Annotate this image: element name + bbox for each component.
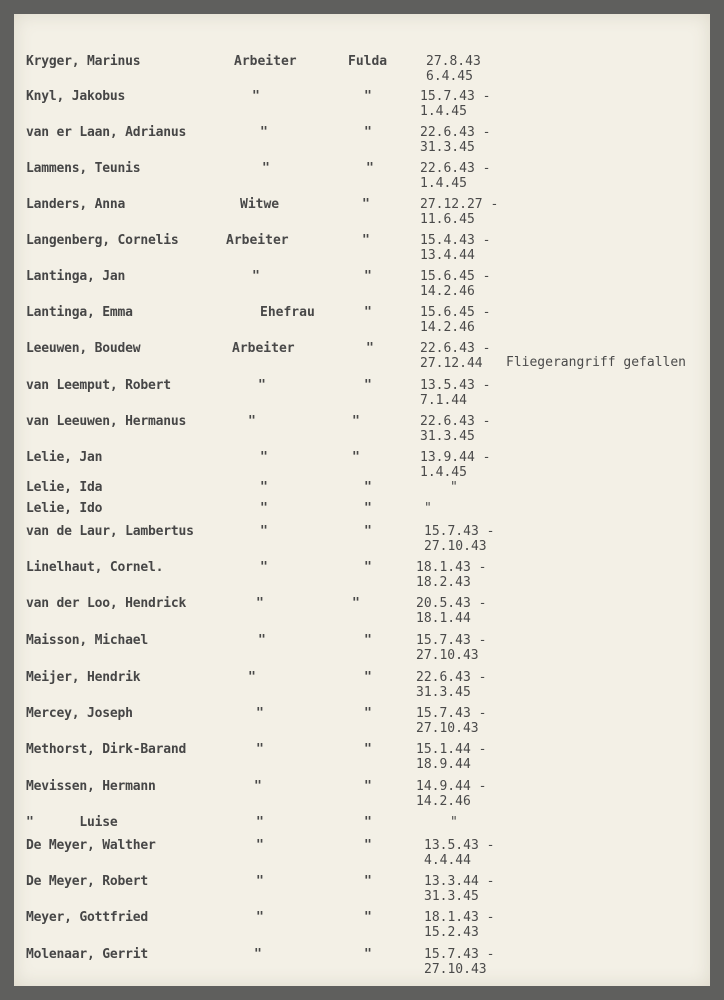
record-dates: 15.7.43 - 27.10.43 (416, 633, 487, 663)
record-dates: 13.3.44 - 31.3.45 (424, 874, 495, 904)
record-row (14, 874, 710, 908)
record-name: van Leemput, Robert (26, 378, 171, 393)
record-row (14, 269, 710, 303)
record-list (14, 14, 710, 986)
record-note: Fliegerangriff gefallen (506, 355, 687, 370)
record-occupation: Arbeiter (226, 233, 289, 248)
record-row (14, 947, 710, 981)
record-occupation: Ehefrau (260, 305, 315, 320)
record-dates: 13.5.43 - 7.1.44 (420, 378, 491, 408)
record-row (14, 89, 710, 123)
record-place: " (352, 414, 360, 429)
record-occupation: " (252, 89, 260, 104)
record-dates: 22.6.43 - 27.12.44 (420, 341, 491, 371)
record-name: Lelie, Ida (26, 480, 103, 495)
record-dates: 22.6.43 - 31.3.45 (416, 670, 487, 700)
record-dates: 13.5.43 - 4.4.44 (424, 838, 495, 868)
record-dates: 22.6.43 - 1.4.45 (420, 161, 491, 191)
record-place: " (364, 815, 372, 830)
record-row (14, 197, 710, 231)
record-dates: 18.1.43 - 18.2.43 (416, 560, 487, 590)
record-place: " (364, 838, 372, 853)
record-place: " (364, 378, 372, 393)
record-name: Mercey, Joseph (26, 706, 133, 721)
record-place: " (352, 596, 360, 611)
record-name: van er Laan, Adrianus (26, 125, 187, 140)
record-dates: 13.9.44 - 1.4.45 (420, 450, 491, 480)
record-occupation: " (260, 480, 268, 495)
record-row (14, 670, 710, 704)
record-place: " (364, 480, 372, 495)
record-occupation: " (248, 670, 256, 685)
record-place: " (364, 501, 372, 516)
record-occupation: " (256, 596, 264, 611)
record-name: Knyl, Jakobus (26, 89, 126, 104)
record-row (14, 450, 710, 484)
record-place: " (364, 524, 372, 539)
record-dates: 15.4.43 - 13.4.44 (420, 233, 491, 263)
record-name: Leeuwen, Boudew (26, 341, 141, 356)
record-row (14, 54, 710, 88)
record-place: " (364, 560, 372, 575)
record-dates: 15.7.43 - 27.10.43 (416, 706, 487, 736)
record-name: De Meyer, Walther (26, 838, 156, 853)
record-dates: 15.6.45 - 14.2.46 (420, 269, 491, 299)
record-name: Maisson, Michael (26, 633, 149, 648)
record-place: " (364, 910, 372, 925)
record-place: " (364, 89, 372, 104)
record-place: " (364, 779, 372, 794)
record-row (14, 706, 710, 740)
record-row (14, 779, 710, 813)
record-dates: 27.8.43 6.4.45 (426, 54, 481, 84)
record-occupation: " (252, 269, 260, 284)
record-place: " (364, 633, 372, 648)
record-name: Lelie, Jan (26, 450, 103, 465)
record-dates: 15.7.43 - 27.10.43 (424, 947, 495, 977)
record-place: " (364, 947, 372, 962)
record-occupation: " (260, 560, 268, 575)
record-row (14, 341, 710, 375)
record-name: Langenberg, Cornelis (26, 233, 179, 248)
record-name: Lelie, Ido (26, 501, 103, 516)
record-place: " (364, 874, 372, 889)
record-place: " (364, 125, 372, 140)
record-name: " Luise (26, 815, 118, 830)
record-place: " (366, 341, 374, 356)
record-name: Meijer, Hendrik (26, 670, 141, 685)
record-row (14, 596, 710, 630)
record-name: De Meyer, Robert (26, 874, 149, 889)
record-name: Kryger, Marinus (26, 54, 141, 69)
record-occupation: " (258, 633, 266, 648)
record-place: " (362, 197, 370, 212)
record-dates: 15.1.44 - 18.9.44 (416, 742, 487, 772)
record-row (14, 233, 710, 267)
record-occupation: " (254, 779, 262, 794)
record-occupation: " (256, 910, 264, 925)
record-dates: 18.1.43 - 15.2.43 (424, 910, 495, 940)
record-name: van der Loo, Hendrick (26, 596, 187, 611)
record-occupation: Arbeiter (234, 54, 297, 69)
record-place: " (364, 269, 372, 284)
record-row (14, 378, 710, 412)
record-occupation: Arbeiter (232, 341, 295, 356)
record-place: Fulda (348, 54, 388, 69)
record-dates: 20.5.43 - 18.1.44 (416, 596, 487, 626)
record-row (14, 910, 710, 944)
record-row (14, 560, 710, 594)
record-place: " (364, 706, 372, 721)
record-row (14, 742, 710, 776)
record-row (14, 524, 710, 558)
record-dates: 15.7.43 - 1.4.45 (420, 89, 491, 119)
record-occupation: " (260, 501, 268, 516)
record-name: van Leeuwen, Hermanus (26, 414, 187, 429)
record-row (14, 633, 710, 667)
record-occupation: " (256, 838, 264, 853)
record-row (14, 838, 710, 872)
record-occupation: " (262, 161, 270, 176)
record-dates: 15.6.45 - 14.2.46 (420, 305, 491, 335)
record-occupation: " (256, 874, 264, 889)
record-occupation: " (258, 378, 266, 393)
record-occupation: Witwe (240, 197, 280, 212)
record-place: " (364, 670, 372, 685)
record-name: Lantinga, Jan (26, 269, 126, 284)
document-page (14, 14, 710, 986)
record-dates: " (450, 815, 458, 830)
record-occupation: " (256, 706, 264, 721)
record-occupation: " (260, 524, 268, 539)
record-name: Mevissen, Hermann (26, 779, 156, 794)
record-row (14, 125, 710, 159)
record-occupation: " (254, 947, 262, 962)
record-name: van de Laur, Lambertus (26, 524, 194, 539)
record-place: " (362, 233, 370, 248)
record-row (14, 414, 710, 448)
record-name: Lammens, Teunis (26, 161, 141, 176)
record-row (14, 305, 710, 339)
record-occupation: " (260, 125, 268, 140)
record-place: " (364, 305, 372, 320)
record-name: Linelhaut, Cornel. (26, 560, 164, 575)
record-occupation: " (256, 742, 264, 757)
record-name: Molenaar, Gerrit (26, 947, 149, 962)
record-place: " (352, 450, 360, 465)
record-occupation: " (256, 815, 264, 830)
record-name: Landers, Anna (26, 197, 126, 212)
record-dates: " (424, 501, 432, 516)
record-name: Meyer, Gottfried (26, 910, 149, 925)
record-place: " (364, 742, 372, 757)
record-dates: 14.9.44 - 14.2.46 (416, 779, 487, 809)
record-name: Methorst, Dirk-Barand (26, 742, 187, 757)
record-dates: 27.12.27 - 11.6.45 (420, 197, 499, 227)
record-row (14, 161, 710, 195)
record-occupation: " (260, 450, 268, 465)
record-dates: 15.7.43 - 27.10.43 (424, 524, 495, 554)
record-place: " (366, 161, 374, 176)
record-dates: 22.6.43 - 31.3.45 (420, 125, 491, 155)
record-name: Lantinga, Emma (26, 305, 133, 320)
record-dates: " (450, 480, 458, 495)
record-dates: 22.6.43 - 31.3.45 (420, 414, 491, 444)
record-occupation: " (248, 414, 256, 429)
